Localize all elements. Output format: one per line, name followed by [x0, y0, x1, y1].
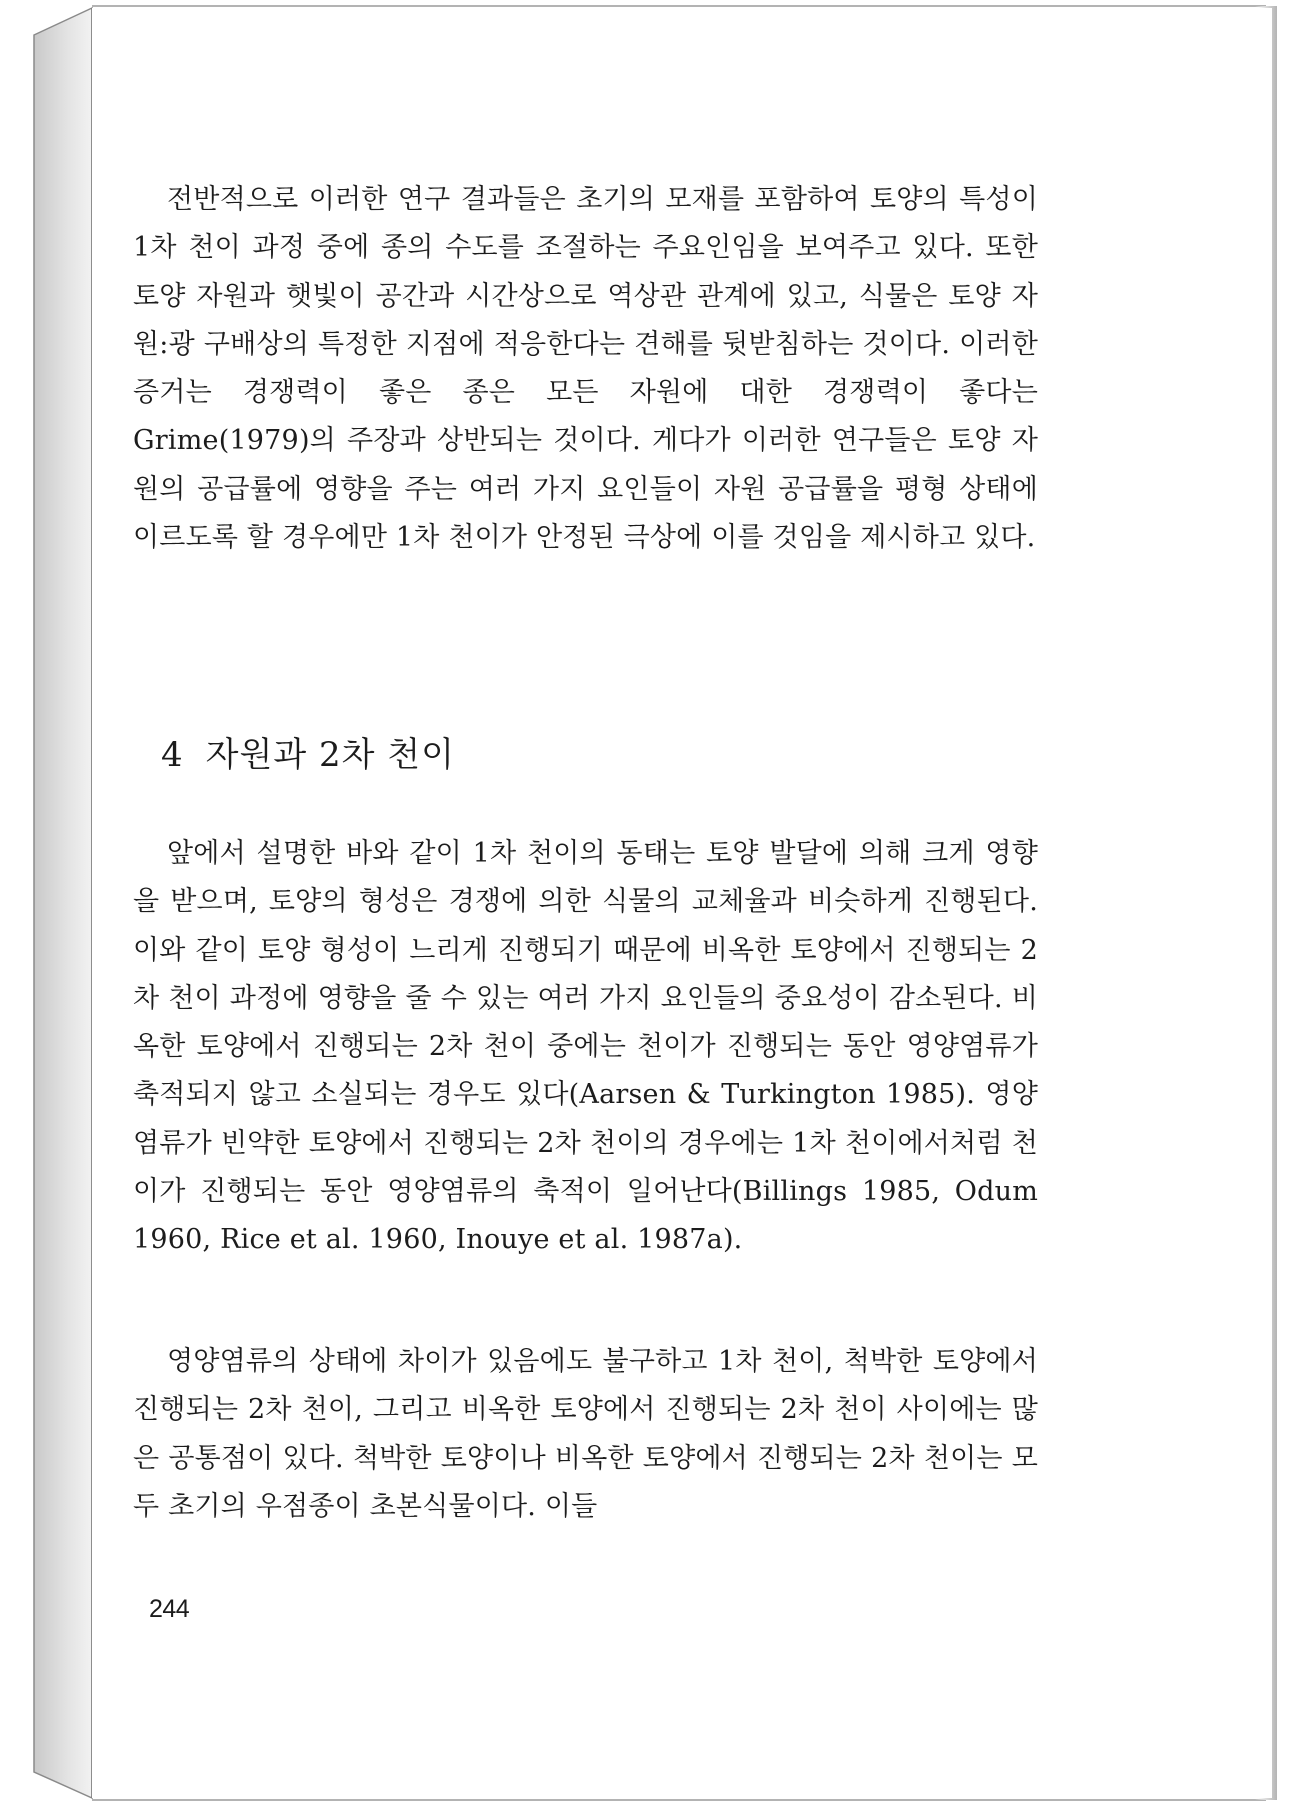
section-title: 자원과 2차 천이 [205, 735, 455, 775]
section-heading [161, 727, 455, 776]
paragraph-2: 앞에서 설명한 바와 같이 1차 천이의 동태는 토양 발달에 의해 크게 영향을 받으며, 토양의 형성은 경쟁에 의한 식물의 교체율과 비슷하게 진행된다. 이와 같이 토양 형성이 느리게 진행되기 때문에 비옥한 토양에서 진행되는 2차 천이 과정에 영향을 줄 수 있는 여러 가지 요인들의 중요성이 감소된다. 비옥한 토양에서 진행되는 2차 천이 중에는 천이가 진행되는 동안 영양염류가 축적되지 않고 소실되는 경우도 있다(Aarsen & Turkington 1985). 영양염류가 빈약한 토양에서 진행되는 2차 천이의 경우에는 1차 천이에서처럼 천이가 진행되는 동안 영양염류의 축적이 일어난다(Billings 1985, Odum 1960, Rice et al. 1960, Inouye et al. 1987a). [133, 838, 1038, 1256]
paragraph-3: 영양염류의 상태에 차이가 있음에도 불구하고 1차 천이, 척박한 토양에서 진행되는 2차 천이, 그리고 비옥한 토양에서 진행되는 2차 천이 사이에는 많은 공통점이 있다. 척박한 토양이나 비옥한 토양에서 진행되는 2차 천이는 모두 초기의 우점종이 초본식물이다. 이들 [133, 1346, 1038, 1522]
section-number: 4 [161, 735, 184, 775]
paragraph-1: 전반적으로 이러한 연구 결과들은 초기의 모재를 포함하여 토양의 특성이 1차 천이 과정 중에 종의 수도를 조절하는 주요인임을 보여주고 있다. 또한 토양 자원과 햇빛이 공간과 시간상으로 역상관 관계에 있고, 식물은 토양 자원:광 구배상의 특정한 지점에 적응한다는 견해를 뒷받침하는 것이다. 이러한 증거는 경쟁력이 좋은 종은 모든 자원에 대한 경쟁력이 좋다는 Grime(1979)의 주장과 상반되는 것이다. 게다가 이러한 연구들은 토양 자원의 공급률에 영향을 주는 여러 가지 요인들이 자원 공급률을 평형 상태에 이르도록 할 경우에만 1차 천이가 안정된 극상에 이를 것임을 제시하고 있다. [133, 184, 1038, 554]
page-number: 244 [149, 1595, 190, 1623]
